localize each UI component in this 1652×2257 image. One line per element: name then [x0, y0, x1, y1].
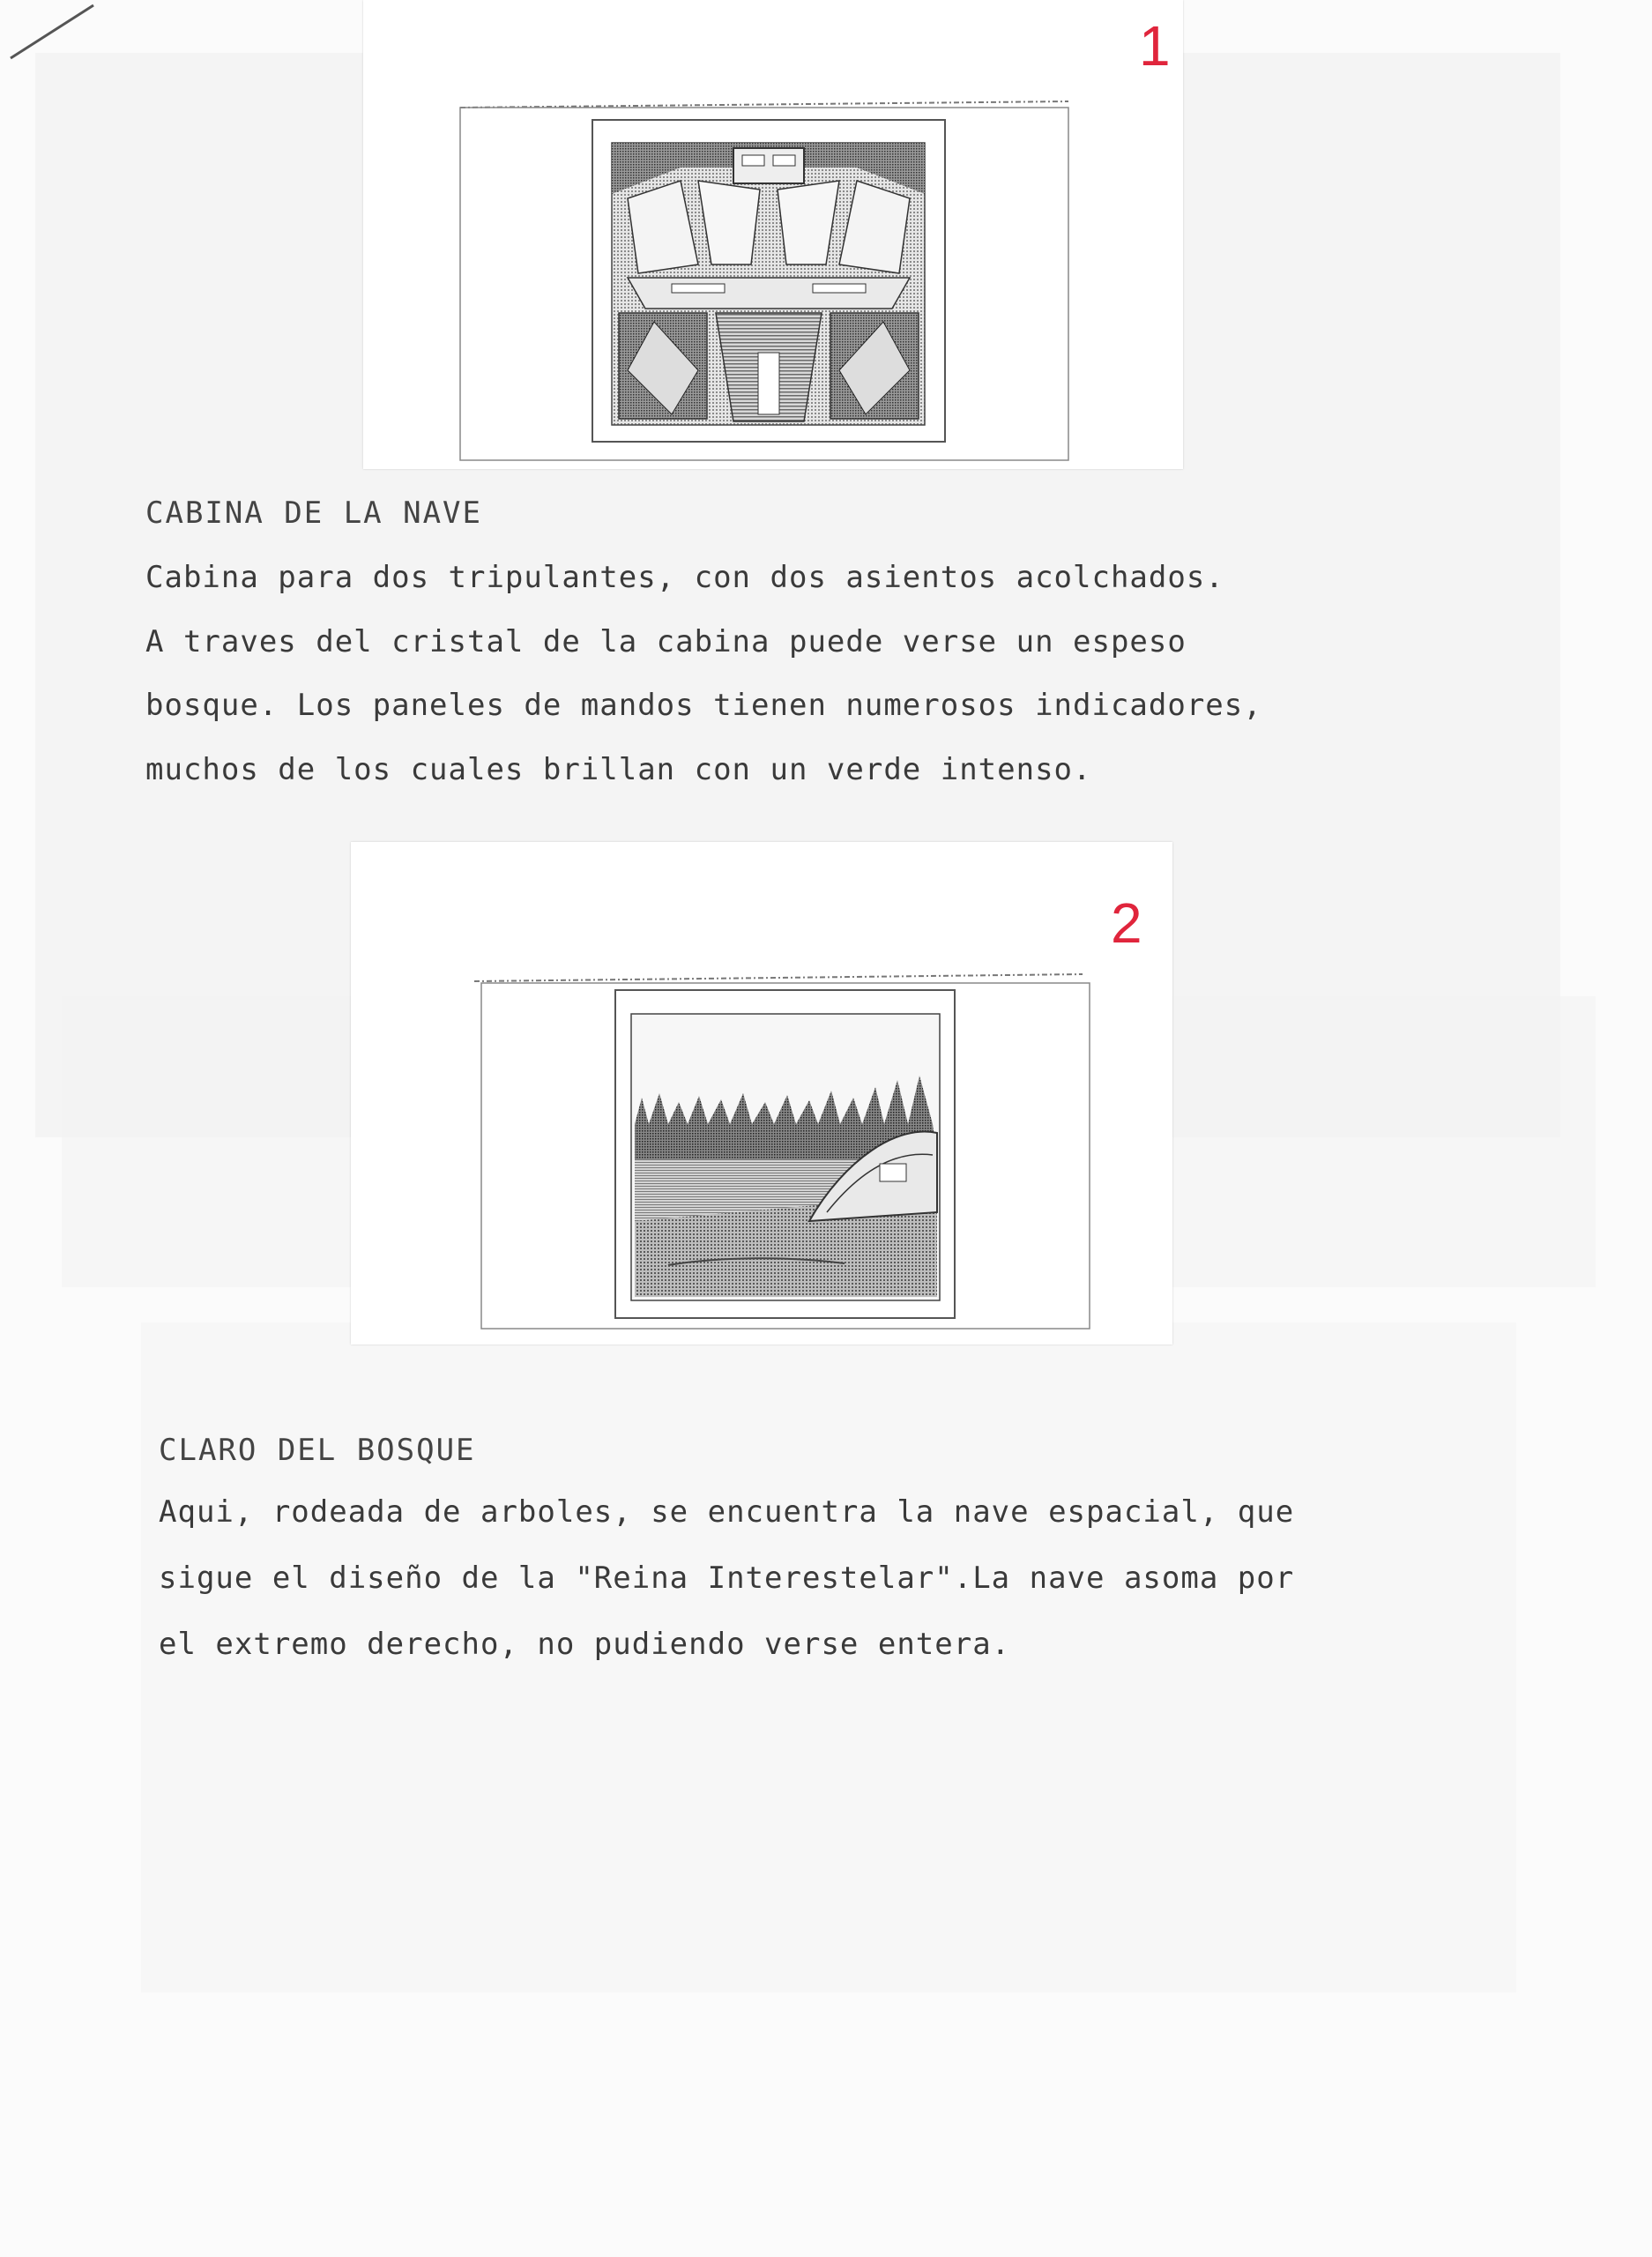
cockpit-illustration — [363, 0, 1183, 469]
body-text-line: bosque. Los paneles de mandos tienen numerosos indicadores, — [145, 688, 1262, 723]
cockpit-photo — [363, 0, 1183, 469]
forest-photo — [351, 842, 1172, 1345]
forest-clearing-illustration — [351, 842, 1172, 1345]
body-text-line: el extremo derecho, no pudiendo verse entera. — [159, 1627, 1011, 1662]
section-heading: CLARO DEL BOSQUE — [159, 1433, 476, 1468]
body-text-line: sigue el diseño de la "Reina Interestelar".La nave asoma por — [159, 1561, 1295, 1596]
body-text-line: Cabina para dos tripulantes, con dos asientos acolchados. — [145, 560, 1224, 595]
pen-stroke-icon — [7, 0, 104, 71]
body-text-line: Aqui, rodeada de arboles, se encuentra la nave espacial, que — [159, 1494, 1295, 1530]
body-text-line: muchos de los cuales brillan con un verde intenso. — [145, 752, 1092, 787]
section-heading: CABINA DE LA NAVE — [145, 495, 482, 531]
figure-number: 2 — [1111, 891, 1142, 955]
figure-number: 1 — [1139, 14, 1171, 78]
body-text-line: A traves del cristal de la cabina puede verse un espeso — [145, 624, 1187, 659]
